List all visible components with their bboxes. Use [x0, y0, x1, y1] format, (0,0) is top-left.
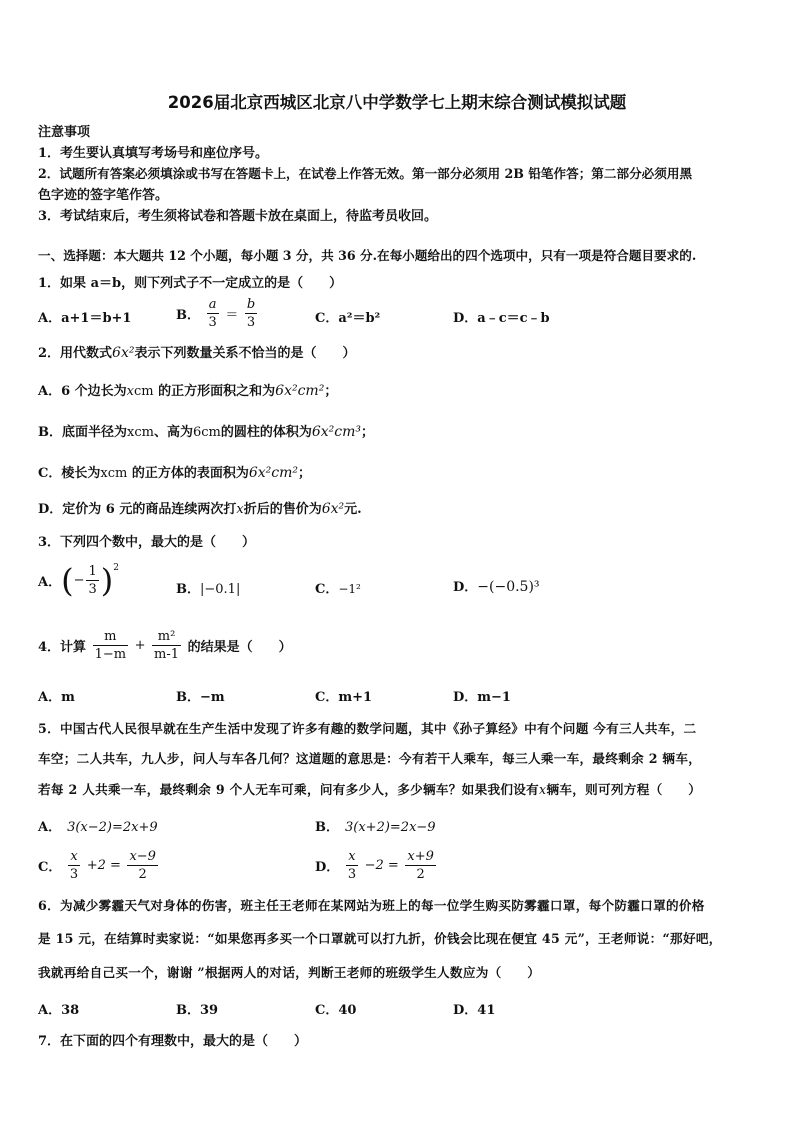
q4-option-b: B．−m — [176, 690, 225, 705]
question-5-line: 车空；二人共车，九人步，问人与车各几何？这道题的意思是：今有若干人乘车，每三人乘一车，最终剩余 2 辆车， — [38, 751, 702, 766]
question-4-stem: 4．计算 $\frac{m}{1-m}$ + $\frac{\text{m²}}{m-1}$ 的结果是（ ） — [38, 629, 292, 662]
question-5-line: 5．中国古代人民很早就在生产生活中发现了许多有趣的数学问题，其中《孙子算经》中有个问题 今有三人共车，二 — [38, 721, 697, 736]
q5-option-a: A． 3(x−2)=2x+9 — [38, 820, 158, 835]
q6-option-d: D．41 — [453, 1003, 496, 1018]
q4-option-a: A．m — [38, 690, 75, 705]
q3-option-b: B．|−0.1| — [176, 582, 241, 597]
q6-option-b: B．39 — [176, 1003, 219, 1018]
fraction: $\frac{x+9}{2}$ — [407, 849, 434, 882]
fraction: $\frac{1}{3}$ — [88, 564, 97, 597]
q4-option-d: D．m−1 — [453, 690, 511, 705]
question-2-stem: 2．用代数式6x²表示下列数量关系不恰当的是（ ） — [38, 345, 356, 361]
fraction: $\frac{b}{3}$ — [246, 297, 256, 330]
q6-option-c: C．40 — [315, 1003, 357, 1018]
page-title: 2026届北京西城区北京八中学数学七上期末综合测试模拟试题 — [167, 93, 627, 112]
q1-option-b-label: B． — [176, 308, 200, 323]
fraction: $\frac{a}{3}$ — [208, 297, 217, 330]
q3-option-a: A．(− $\frac{1}{3}$ )$^2$ — [38, 561, 119, 600]
question-6-line: 6．为减少雾霾天气对身体的伤害，班主任王老师在某网站为班上的每一位学生购买防雾霾口罩，每个防霾口罩的价格 — [38, 898, 705, 913]
question-6-line: 是 15 元，在结算时卖家说：“如果您再多买一个口罩就可以打九折，价钱会比现在便宜 45 元”，王老师说：“那好吧， — [38, 931, 722, 946]
notice-heading: 注意事项 — [38, 125, 91, 140]
q2-option-b: B．底面半径为xcm、高为6cm的圆柱的体积为6x²cm³； — [38, 424, 375, 440]
q3-option-d: D．−(−0.5)³ — [453, 579, 540, 595]
notice-item: 色字迹的签字笔作答。 — [38, 188, 169, 203]
question-7-stem: 7．在下面的四个有理数中，最大的是（ ） — [38, 1034, 308, 1049]
notice-item: 2．试题所有答案必须填涂或书写在答题卡上，在试卷上作答无效。第一部分必须用 2B 铅笔作答；第二部分必须用黑 — [38, 166, 693, 181]
q2-option-d: D．定价为 6 元的商品连续两次打x折后的售价为6x²元. — [38, 501, 362, 517]
fraction: $\frac{x}{3}$ — [347, 849, 357, 882]
question-1-stem: 1．如果 a＝b，则下列式子不一定成立的是（ ） — [38, 276, 343, 291]
section-heading: 一、选择题：本大题共 12 个小题，每小题 3 分，共 36 分.在每小题给出的四个选项中，只有一项是符合题目要求的. — [38, 248, 697, 263]
q6-option-a: A．38 — [38, 1003, 80, 1018]
question-3-stem: 3．下列四个数中，最大的是（ ） — [38, 535, 256, 550]
q5-option-c: C． $\frac{x}{3}$ +2 = $\frac{x-9}{2}$ — [38, 849, 156, 882]
question-6-line: 我就再给自己买一个，谢谢 ”根据两人的对话，判断王老师的班级学生人数应为（ ） — [38, 965, 541, 980]
q4-option-c: C．m+1 — [315, 690, 373, 705]
q5-option-d: D． $\frac{x}{3}$ −2 = $\frac{x+9}{2}$ — [315, 849, 434, 882]
fraction: $\frac{m}{1-m}$ — [94, 629, 127, 662]
notice-item: 1．考生要认真填写考场号和座位序号。 — [38, 146, 269, 161]
q2-option-a: A．6 个边长为xcm 的正方形面积之和为6x²cm²； — [38, 383, 338, 399]
fraction: $\frac{x}{3}$ — [69, 849, 79, 882]
fraction: $\frac{\text{m²}}{m-1}$ — [154, 629, 180, 662]
notice-item: 3．考试结束后，考生须将试卷和答题卡放在桌面上，待监考员收回。 — [38, 209, 438, 224]
q1-option-b: B． $\frac{a}{3}$ ＝ $\frac{b}{3}$ — [176, 297, 256, 330]
q3-option-c: C．−1² — [315, 582, 361, 597]
q1-option-a: A．a+1＝b+1 — [38, 311, 132, 326]
fraction: $\frac{x-9}{2}$ — [129, 849, 156, 882]
q2-option-c: C．棱长为xcm 的正方体的表面积为6x²cm²； — [38, 465, 312, 481]
q5-option-b: B． 3(x+2)=2x−9 — [315, 820, 436, 835]
question-5-line: 若每 2 人共乘一车，最终剩余 9 个人无车可乘，问有多少人，多少辆车？如果我们设有x辆车，则可列方程（ ） — [38, 782, 702, 797]
q1-option-c: C．a²＝b² — [315, 311, 381, 326]
q1-option-d: D．a﹣c＝c﹣b — [453, 311, 550, 326]
